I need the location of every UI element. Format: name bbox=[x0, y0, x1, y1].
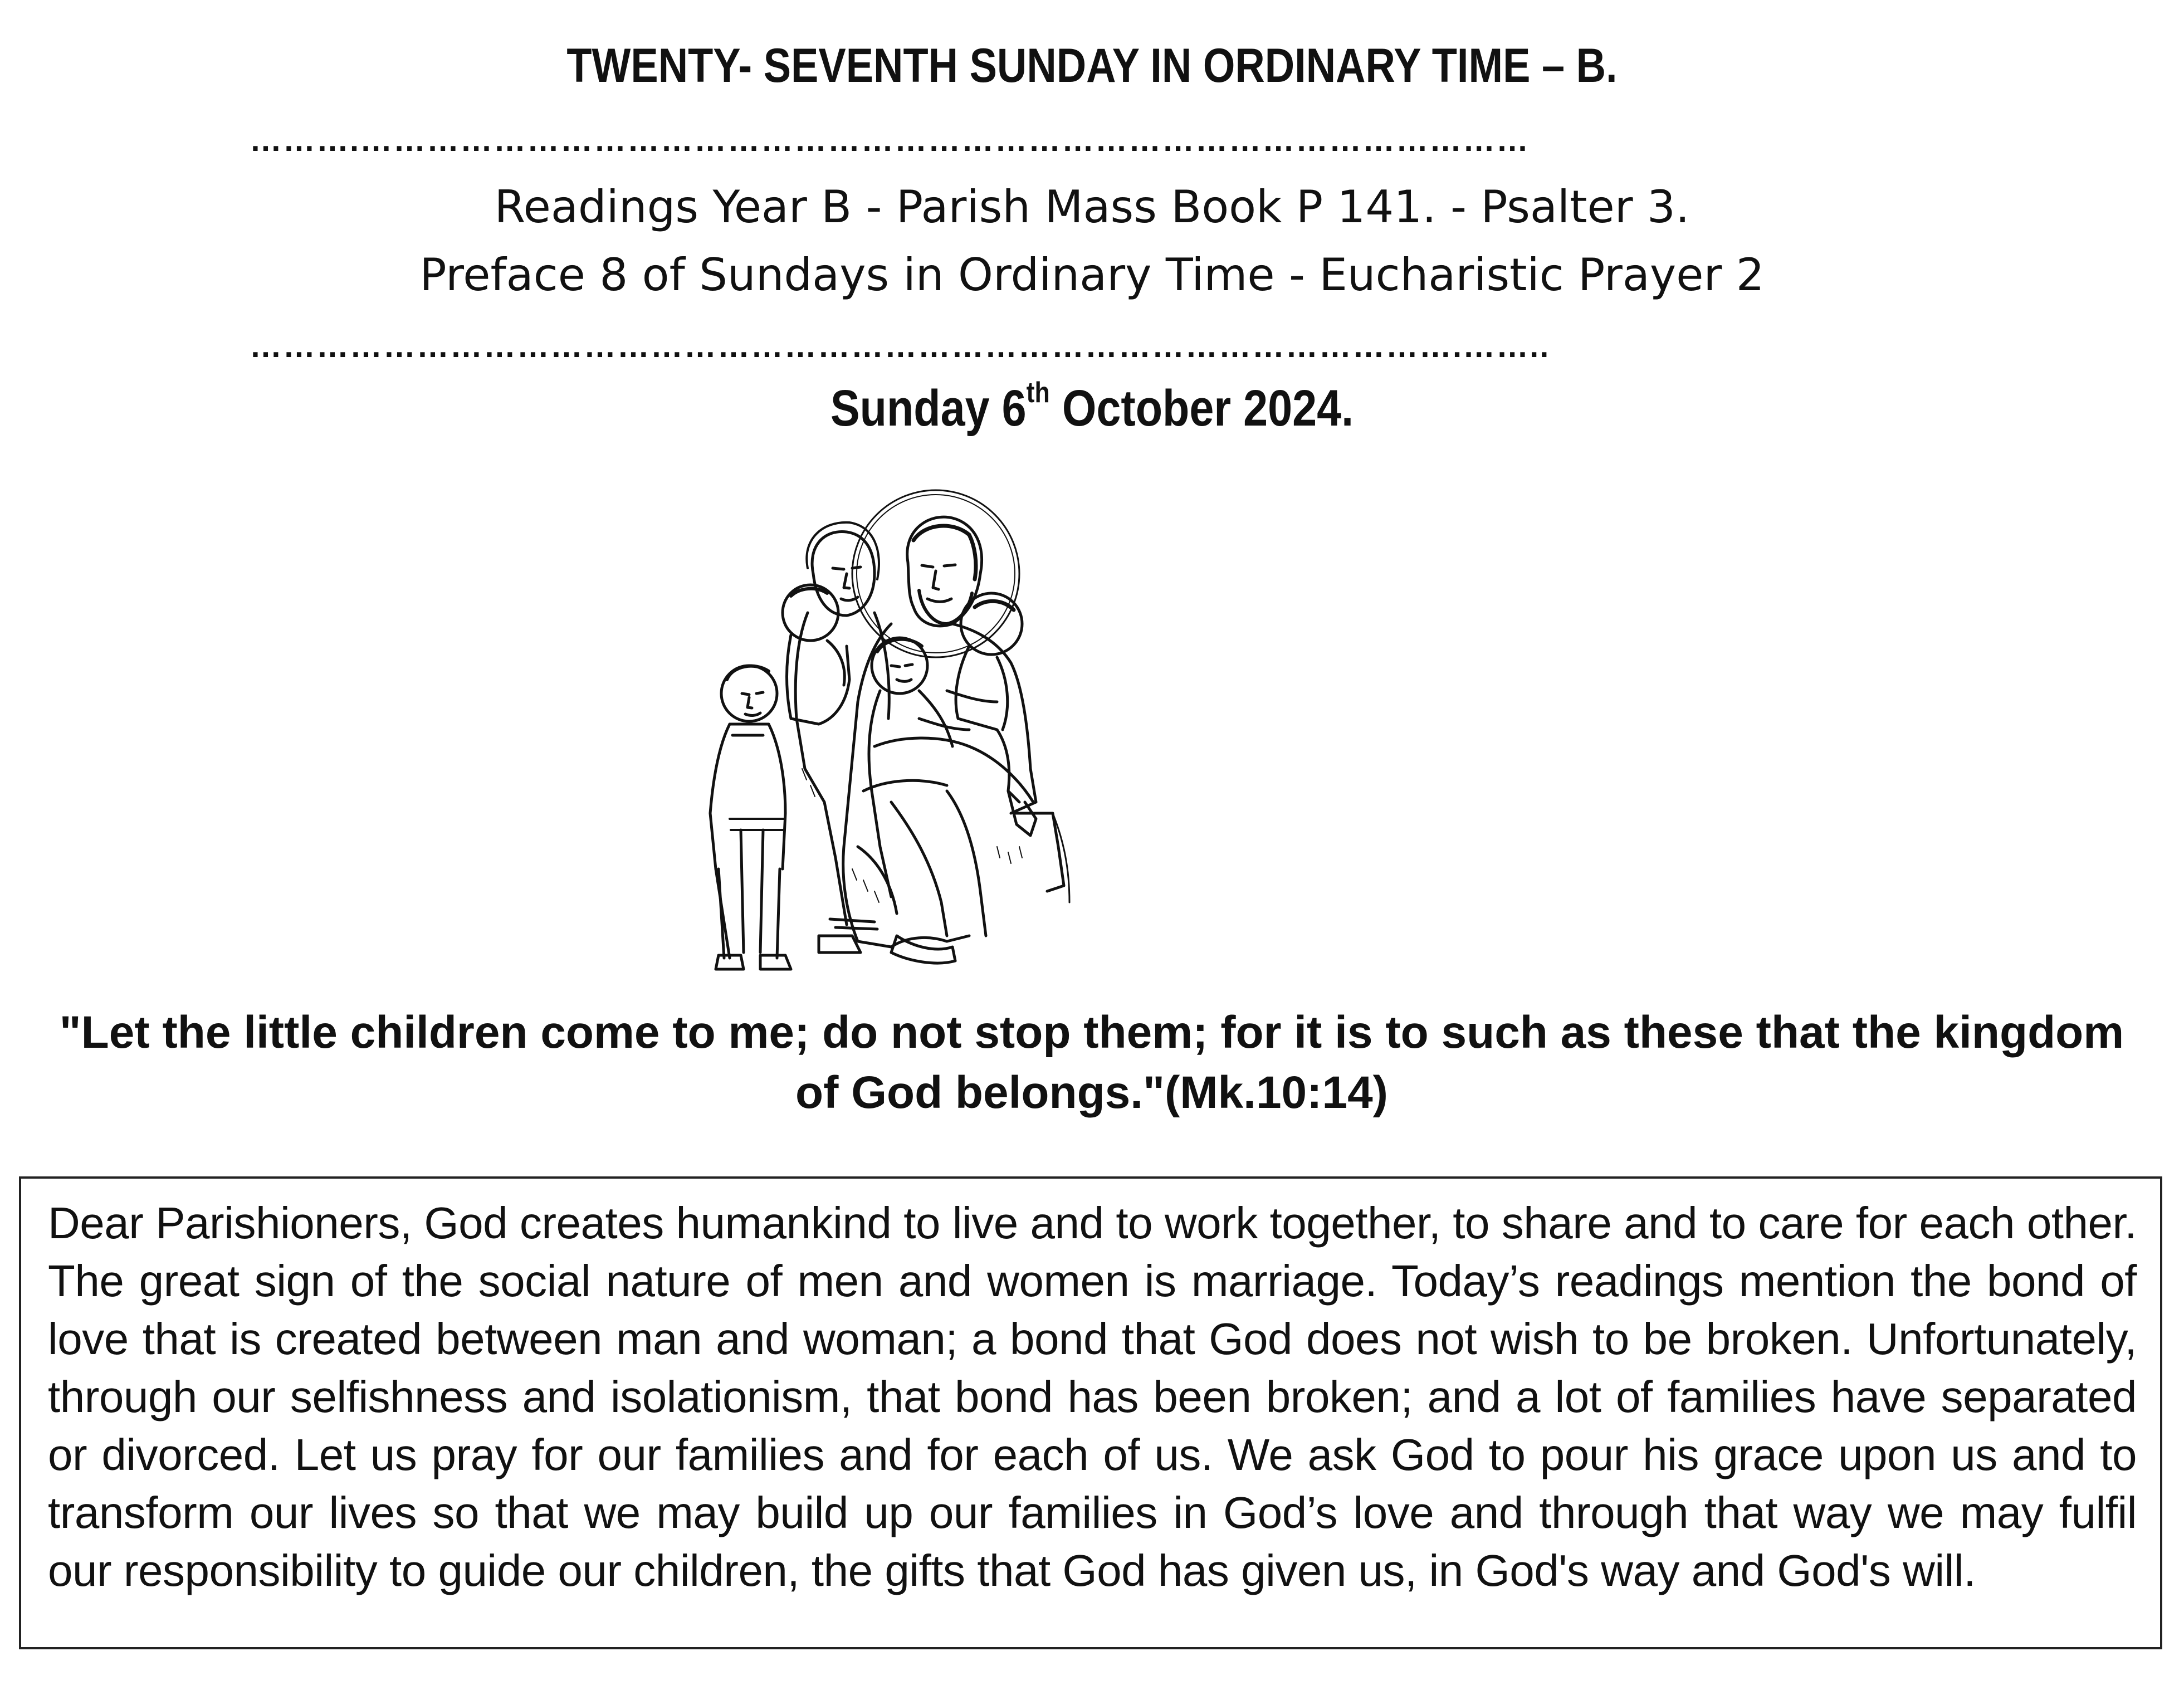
jesus-with-children-illustration bbox=[707, 457, 1097, 997]
readings-line: Readings Year B - Parish Mass Book P 141. - Psalter 3. bbox=[494, 181, 1690, 233]
jesus-with-children-drawing-icon bbox=[707, 457, 1097, 997]
preface-line: Preface 8 of Sundays in Ordinary Time - Eucharistic Prayer 2 bbox=[419, 249, 1765, 301]
message-paragraph: Dear Parishioners, God creates humankind to live and to work together, to share and to care for each other. The great sign of the social nature of men and women is marriage. Today’s readings mention the bond of love that is created between man and woman; a bond that God does not wish to be broken. Unfortunately, through our selfishness and isolationism, that bond has been broken; and a lot of families have separated or divorced. Let us pray for our families and for each of us. We ask God to pour his grace upon us and to transform our lives so that we may build up our families in God’s love and through that way we may fulfil our responsibility to guide our children, the gifts that God has given us, in God's way and God's will. bbox=[48, 1198, 2137, 1595]
separator-bottom: ……………………………………………………………………………………………….…….. bbox=[250, 328, 1550, 364]
page-title: TWENTY- SEVENTH SUNDAY IN ORDINARY TIME – B. bbox=[566, 39, 1618, 92]
scripture-quote: "Let the little children come to me; do not stop them; for it is to such as these that the kingdom of God belongs."(Mk.10:14) bbox=[59, 1007, 2124, 1118]
message-box bbox=[19, 1176, 2162, 1649]
date-line bbox=[153, 372, 2031, 444]
date-prefix: Sunday 6 bbox=[830, 380, 1027, 437]
date-ordinal-suffix: th bbox=[1026, 377, 1050, 409]
date-rest: October 2024. bbox=[1049, 380, 1354, 437]
separator-top: ……….…………………………………………………………………………………………… bbox=[250, 122, 1530, 158]
